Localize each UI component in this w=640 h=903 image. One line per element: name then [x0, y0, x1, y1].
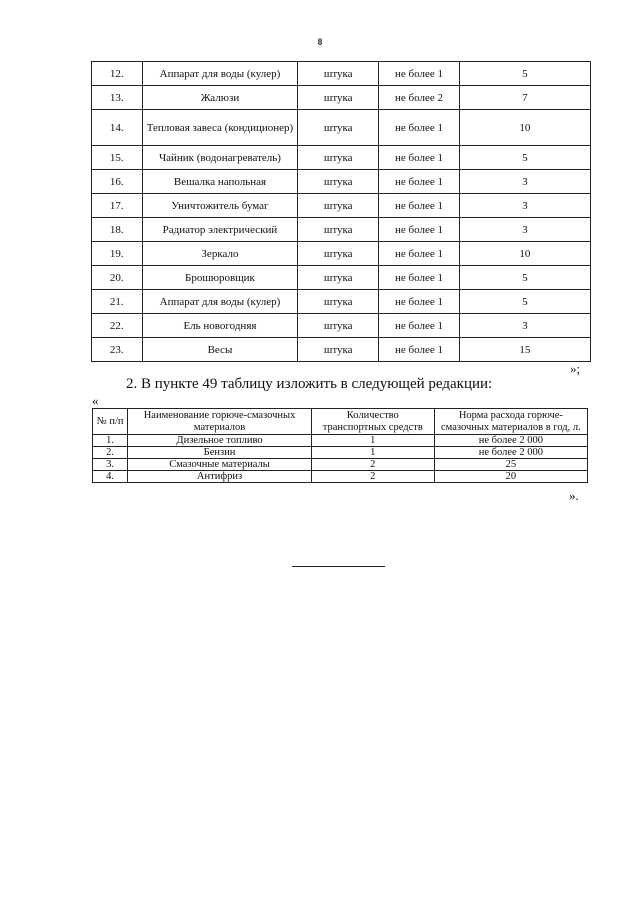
- cell-life: 5: [459, 290, 590, 314]
- table-row: [92, 242, 591, 266]
- cell-life: 3: [459, 170, 590, 194]
- table-row: [92, 62, 591, 86]
- cell-num: 23.: [92, 338, 143, 362]
- cell-life: 7: [459, 86, 590, 110]
- cell-count: 1: [311, 447, 434, 459]
- cell-num: 19.: [92, 242, 143, 266]
- cell-name: Бензин: [128, 447, 312, 459]
- cell-unit: штука: [298, 218, 379, 242]
- cell-num: 1.: [93, 435, 128, 447]
- cell-num: 13.: [92, 86, 143, 110]
- cell-count: 1: [311, 435, 434, 447]
- table-row: [92, 314, 591, 338]
- table-row: [92, 290, 591, 314]
- cell-name: Аппарат для воды (кулер): [142, 62, 298, 86]
- header-num: № п/п: [93, 409, 128, 435]
- cell-qty: не более 1: [379, 170, 460, 194]
- cell-qty: не более 1: [379, 314, 460, 338]
- table-row: [92, 338, 591, 362]
- cell-count: 2: [311, 471, 434, 483]
- cell-num: 20.: [92, 266, 143, 290]
- cell-norm: 20: [434, 471, 587, 483]
- cell-life: 5: [459, 62, 590, 86]
- table-row: [92, 170, 591, 194]
- cell-qty: не более 1: [379, 194, 460, 218]
- cell-num: 16.: [92, 170, 143, 194]
- table-row: [92, 218, 591, 242]
- cell-unit: штука: [298, 266, 379, 290]
- cell-unit: штука: [298, 110, 379, 146]
- closing-quote-final: ».: [569, 488, 579, 503]
- opening-quote: «: [92, 393, 99, 408]
- cell-life: 10: [459, 110, 590, 146]
- header-norm: Норма расхода горюче-смазочных материалов в год, л.: [434, 409, 587, 435]
- table-row: [92, 266, 591, 290]
- cell-num: 12.: [92, 62, 143, 86]
- cell-norm: 25: [434, 459, 587, 471]
- cell-unit: штука: [298, 86, 379, 110]
- cell-num: 17.: [92, 194, 143, 218]
- cell-name: Жалюзи: [142, 86, 298, 110]
- signature-line: [292, 566, 385, 567]
- cell-num: 18.: [92, 218, 143, 242]
- table-row: [93, 447, 588, 459]
- cell-unit: штука: [298, 338, 379, 362]
- cell-num: 3.: [93, 459, 128, 471]
- cell-qty: не более 1: [379, 110, 460, 146]
- cell-name: Чайник (водонагреватель): [142, 146, 298, 170]
- cell-name: Зеркало: [142, 242, 298, 266]
- cell-name: Уничтожитель бумаг: [142, 194, 298, 218]
- cell-name: Смазочные материалы: [128, 459, 312, 471]
- cell-qty: не более 1: [379, 266, 460, 290]
- cell-qty: не более 1: [379, 218, 460, 242]
- cell-unit: штука: [298, 170, 379, 194]
- cell-life: 3: [459, 194, 590, 218]
- cell-num: 21.: [92, 290, 143, 314]
- cell-life: 3: [459, 218, 590, 242]
- cell-unit: штука: [298, 194, 379, 218]
- cell-qty: не более 1: [379, 62, 460, 86]
- cell-unit: штука: [298, 146, 379, 170]
- equipment-table: [91, 61, 591, 362]
- cell-life: 5: [459, 266, 590, 290]
- cell-num: 15.: [92, 146, 143, 170]
- fuel-table-body: [93, 435, 588, 483]
- equipment-table-body: [92, 62, 591, 362]
- cell-name: Дизельное топливо: [128, 435, 312, 447]
- closing-quote: »;: [570, 361, 581, 376]
- header-count: Количество транспортных средств: [311, 409, 434, 435]
- cell-unit: штука: [298, 314, 379, 338]
- cell-norm: не более 2 000: [434, 447, 587, 459]
- amendment-paragraph: 2. В пункте 49 таблицу изложить в следующей редакции:: [126, 376, 493, 392]
- cell-name: Тепловая завеса (кондиционер): [142, 110, 298, 146]
- cell-num: 4.: [93, 471, 128, 483]
- fuel-table: [92, 408, 588, 483]
- cell-qty: не более 2: [379, 86, 460, 110]
- header-name: Наименование горюче-смазочных материалов: [128, 409, 312, 435]
- table-row: [93, 471, 588, 483]
- cell-name: Антифриз: [128, 471, 312, 483]
- cell-num: 2.: [93, 447, 128, 459]
- cell-life: 3: [459, 314, 590, 338]
- cell-name: Весы: [142, 338, 298, 362]
- cell-life: 10: [459, 242, 590, 266]
- table-row: [92, 194, 591, 218]
- table-row: [93, 459, 588, 471]
- cell-norm: не более 2 000: [434, 435, 587, 447]
- cell-unit: штука: [298, 290, 379, 314]
- cell-qty: не более 1: [379, 146, 460, 170]
- cell-name: Вешалка напольная: [142, 170, 298, 194]
- cell-num: 22.: [92, 314, 143, 338]
- cell-name: Аппарат для воды (кулер): [142, 290, 298, 314]
- cell-num: 14.: [92, 110, 143, 146]
- page-number: 8: [317, 37, 323, 47]
- cell-qty: не более 1: [379, 290, 460, 314]
- cell-unit: штука: [298, 62, 379, 86]
- table-row: [92, 86, 591, 110]
- cell-count: 2: [311, 459, 434, 471]
- cell-name: Радиатор электрический: [142, 218, 298, 242]
- cell-unit: штука: [298, 242, 379, 266]
- cell-life: 5: [459, 146, 590, 170]
- cell-qty: не более 1: [379, 242, 460, 266]
- cell-name: Ель новогодняя: [142, 314, 298, 338]
- cell-life: 15: [459, 338, 590, 362]
- table-row: [92, 110, 591, 146]
- table-row: [93, 435, 588, 447]
- cell-name: Брошюровщик: [142, 266, 298, 290]
- table-row: [92, 146, 591, 170]
- fuel-table-header-row: [93, 409, 588, 435]
- cell-qty: не более 1: [379, 338, 460, 362]
